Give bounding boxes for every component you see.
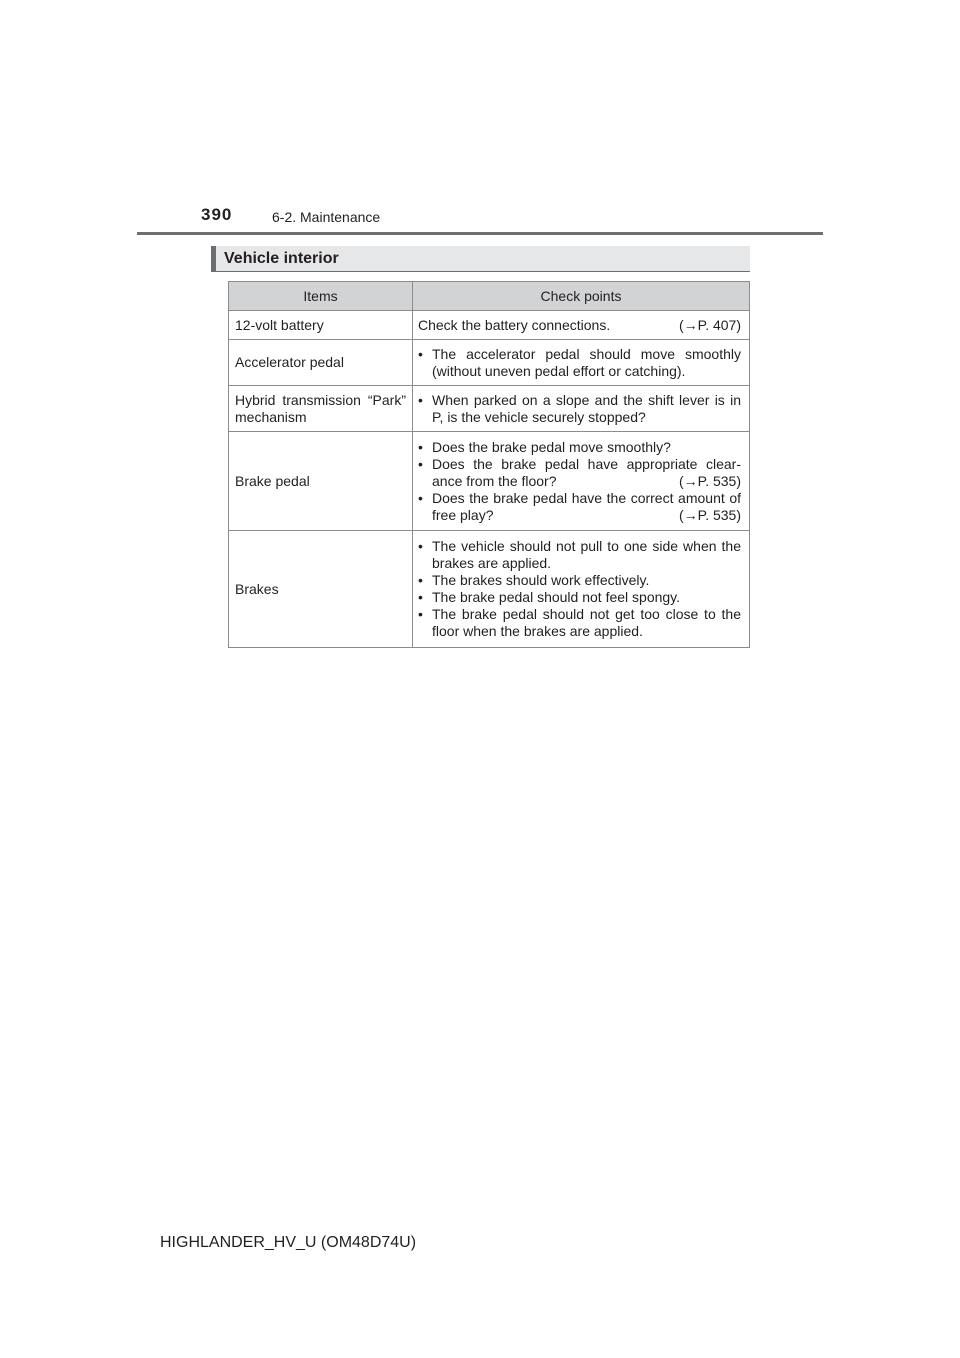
check-point-text: Does the brake pedal move smoothly?	[432, 438, 671, 455]
table-row	[229, 531, 750, 648]
section-heading: Vehicle interior	[211, 246, 750, 272]
column-header-check-points: Check points	[413, 282, 750, 311]
table-row	[229, 386, 750, 432]
item-cell: Brakes	[229, 531, 413, 648]
page-reference: (→P. 535)	[679, 472, 741, 489]
check-point-item: • The accelerator pedal should move smoothly (without uneven pedal effort or catching).	[418, 346, 741, 380]
item-cell: Brake pedal	[229, 432, 413, 531]
check-point-text: Does the brake pedal have the correct amount of free play?	[432, 489, 741, 523]
check-point-item: • The brake pedal should not get too close to the floor when the brakes are applied.	[418, 606, 741, 640]
check-point-cell	[413, 386, 750, 432]
table-header-row	[229, 282, 750, 311]
check-point-item	[418, 439, 741, 456]
item-cell: Accelerator pedal	[229, 340, 413, 386]
check-point-item: • The vehicle should not pull to one side when the brakes are applied.	[418, 538, 741, 572]
table-row	[229, 432, 750, 531]
table-row	[229, 340, 750, 386]
check-point-list	[418, 346, 741, 380]
check-point-item: • When parked on a slope and the shift lever is in P, is the vehicle securely stopped?	[418, 392, 741, 426]
inspection-table	[228, 281, 750, 648]
section-label: 6-2. Maintenance	[272, 209, 381, 225]
check-point-cell	[413, 432, 750, 531]
page-reference: (→P. 535)	[679, 506, 741, 523]
column-header-items: Items	[229, 282, 413, 311]
check-point-item	[418, 490, 741, 524]
table-row	[229, 311, 750, 340]
page-reference: (→P. 407)	[679, 316, 741, 333]
check-point-list	[418, 439, 741, 524]
check-point-cell	[413, 340, 750, 386]
check-point-cell	[413, 311, 750, 340]
footer-model-code: HIGHLANDER_HV_U (OM48D74U)	[160, 1234, 417, 1251]
check-point-list	[418, 538, 741, 640]
header-rule	[137, 232, 823, 235]
check-point-item	[418, 456, 741, 490]
item-cell: 12-volt battery	[229, 311, 413, 340]
item-cell: Hybrid transmission “Park” mechanism	[229, 386, 413, 432]
page-number: 390	[201, 205, 233, 224]
check-point-text: Does the brake pedal have appropriate clear-ance from the floor?	[432, 455, 741, 489]
check-point-cell	[413, 531, 750, 648]
check-point-item: • The brake pedal should not feel spongy.	[418, 589, 741, 606]
check-point-text: Check the battery connections.	[418, 316, 611, 333]
check-point-list	[418, 392, 741, 426]
check-point-item: • The brakes should work effectively.	[418, 572, 741, 589]
